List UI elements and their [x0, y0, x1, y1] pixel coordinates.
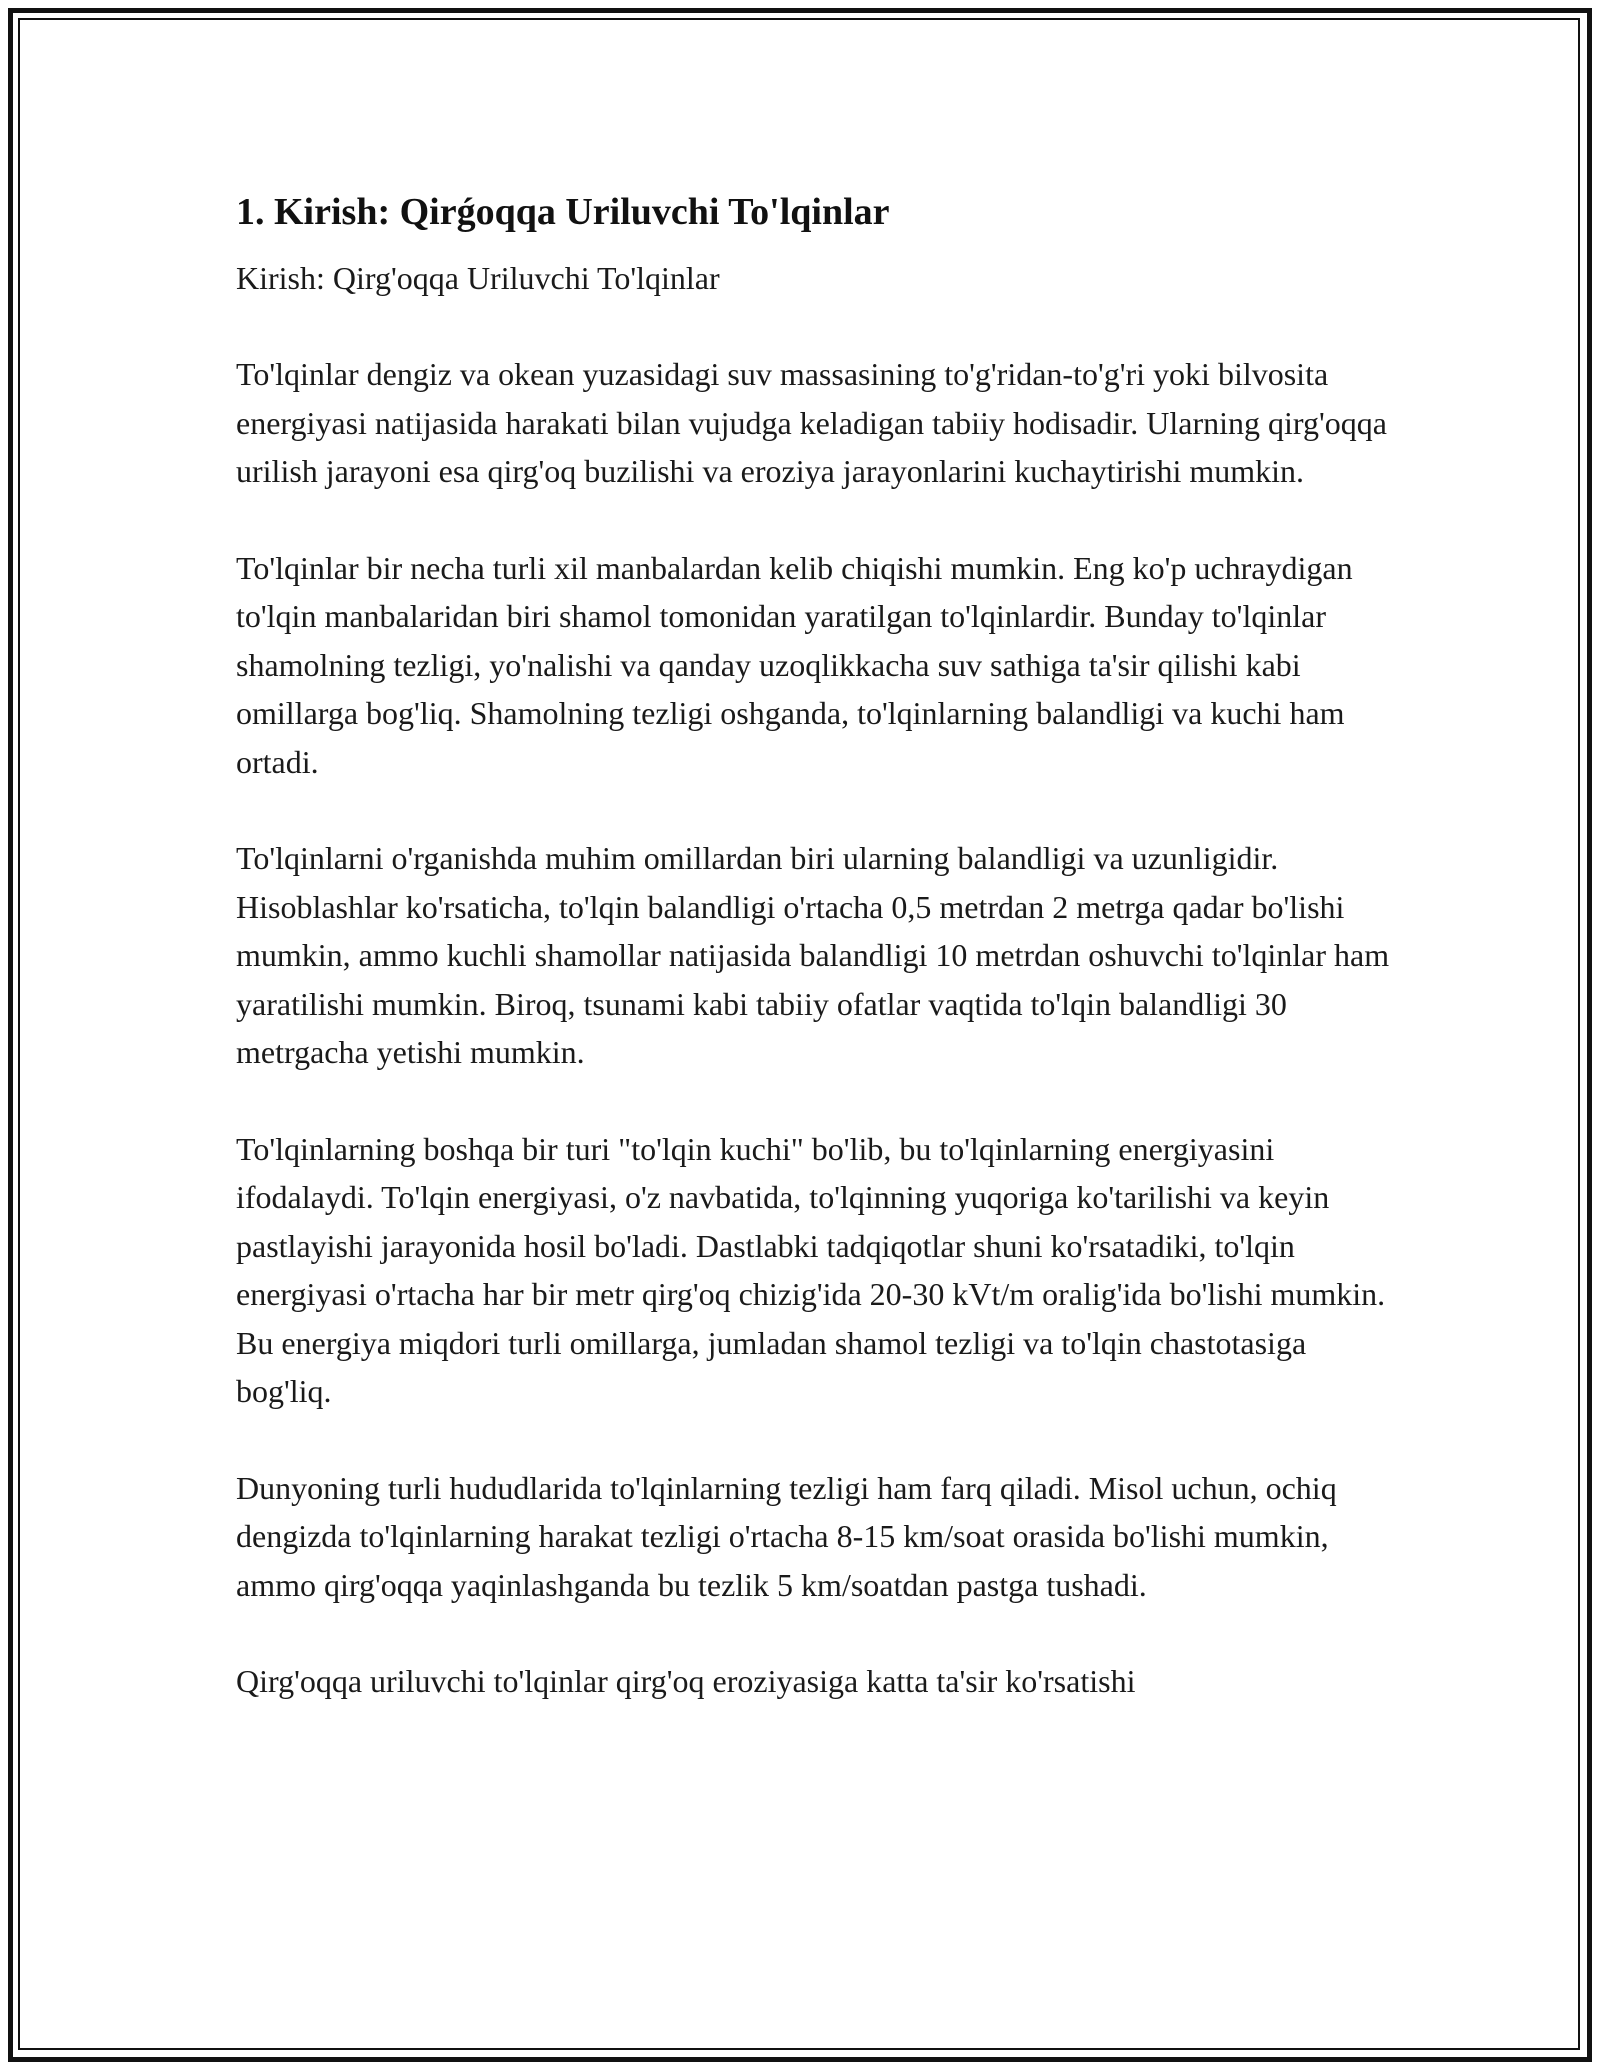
section-heading: 1. Kirish: Qirǵoqqa Uriluvchi To'lqinlar — [236, 191, 890, 233]
paragraph-4: To'lqinlarning boshqa bir turi "to'lqin kuchi" bo'lib, bu to'lqinlarning energiyasini ifodalaydi. To'lqin energiyasi, o'z navbatida, to'lqinning yuqoriga ko'tarilishi va keyin pastlayishi jarayonida hosil bo'ladi. Dastlabki tadqiqotlar shuni ko'rsatadiki, to'lqin energiyasi o'rtacha har bir metr qirg'oq chizig'ida 20-30 kVt/m oralig'ida bo'lishi mumkin. Bu energiya miqdori turli omillarga, jumladan shamol tezligi va to'lqin chastotasiga bog'liq. — [236, 1130, 1386, 1409]
document-body — [236, 186, 1396, 1754]
paragraph-6: Qirg'oqqa uriluvchi to'lqinlar qirg'oq eroziyasiga katta ta'sir ko'rsatishi — [236, 1663, 1136, 1699]
paragraph-5: Dunyoning turli hududlarida to'lqinlarning tezligi ham farq qiladi. Misol uchun, ochiq dengizda to'lqinlarning harakat tezligi o'rtacha 8-15 km/soat orasida bo'lishi mumkin, ammo qirg'oqqa yaqinlashganda bu tezlik 5 km/soatdan pastga tushadi. — [236, 1469, 1337, 1603]
paragraph-1: To'lqinlar dengiz va okean yuzasidagi suv massasining to'g'ridan-to'g'ri yoki bilvosita energiyasi natijasida harakati bilan vujudga keladigan tabiiy hodisadir. Ularning qirg'oqqa urilish jarayoni esa qirg'oq buzilishi va eroziya jarayonlarini kuchaytirishi mumkin. — [236, 356, 1387, 489]
section-subheading: Kirish: Qirg'oqqa Uriluvchi To'lqinlar — [236, 260, 720, 296]
paragraph-3: To'lqinlarni o'rganishda muhim omillardan biri ularning balandligi va uzunligidir. Hisoblashlar ko'rsaticha, to'lqin balandligi o'rtacha 0,5 metrdan 2 metrga qadar bo'lishi mumkin, ammo kuchli shamollar natijasida balandligi 10 metrdan oshuvchi to'lqinlar ham yaratilishi mumkin. Biroq, tsunami kabi tabiiy ofatlar vaqtida to'lqin balandligi 30 metrgacha yetishi mumkin. — [236, 840, 1390, 1070]
paragraph-2: To'lqinlar bir necha turli xil manbalardan kelib chiqishi mumkin. Eng ko'p uchraydigan to'lqin manbalaridan biri shamol tomonidan yaratilgan to'lqinlardir. Bunday to'lqinlar shamolning tezligi, yo'nalishi va qanday uzoqlikkacha suv sathiga ta'sir qilishi kabi omillarga bog'liq. Shamolning tezligi oshganda, to'lqinlarning balandligi va kuchi ham ortadi. — [236, 549, 1353, 780]
